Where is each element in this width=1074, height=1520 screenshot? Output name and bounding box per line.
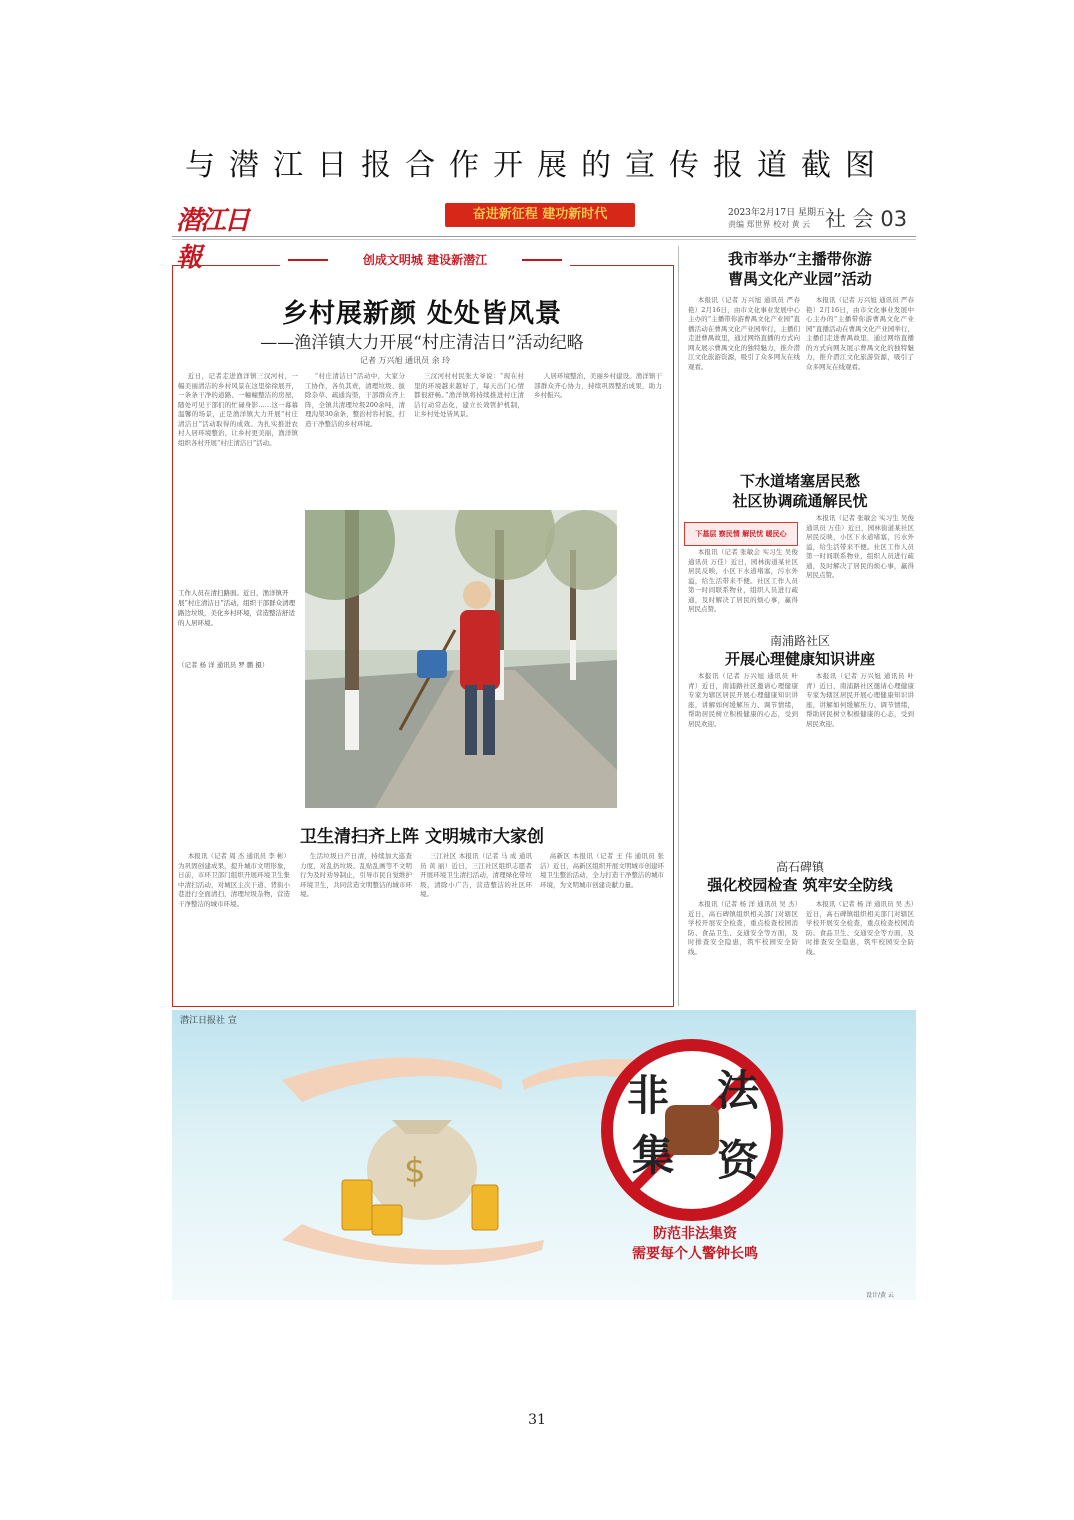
photo-credit: （记者 杨 洋 通讯员 罗 鹏 摄） bbox=[178, 661, 269, 669]
story2-body-cont: 本报讯（记者 张敏会 实习生 吴俊 通讯员 万佳）近日，园林街道某社区居民反映，小区下水道堵塞，污水外溢，给生活带来不便。社区工作人员第一时间联系物业，组织人员进行疏通，及时解决了居民的烦心事，赢得居民点赞。 bbox=[806, 514, 914, 579]
ad-slogan-2: 需要每个人警钟长鸣 bbox=[632, 1246, 758, 1262]
feature-title: 乡村展新颜 处处皆风景 bbox=[281, 299, 563, 329]
feature-col-5: 本报讯（记者 周 杰 通讯员 李 彬）为巩固创建成果，提升城市文明形象，日前，市环卫部门组织开展环境卫生集中清扫活动，对城区主次干道、背街小巷进行全面清扫，清理垃圾杂物，营造干净整洁的城市环境。 bbox=[178, 852, 290, 908]
page-heading: 与潜江日报合作开展的宣传报道截图 bbox=[185, 148, 889, 183]
story2-title-line1: 下水道堵塞居民愁 bbox=[739, 472, 860, 490]
header-rule bbox=[172, 236, 916, 237]
photo-illustration bbox=[305, 510, 617, 808]
ad-credit: 设计/黄 云 bbox=[866, 1292, 894, 1299]
feature-col-7: 三江社区 本报讯（记者 马 成 通讯员 黄 丽）近日，三江社区组织志愿者开展环境卫生清扫活动，清理绿化带垃圾，清除小广告，营造整洁的社区环境。 bbox=[420, 852, 532, 898]
story4-kicker: 高石碑镇 bbox=[775, 860, 824, 874]
column-divider bbox=[678, 246, 679, 1006]
feature-slogan: 创成文明城 建设新潜江 bbox=[280, 248, 570, 272]
header-banner: 奋进新征程 建功新时代 bbox=[445, 203, 635, 227]
seal-char-fei: 非 bbox=[627, 1071, 670, 1120]
feature-col-3: 三汊河村村民张大爷说：“现在村里的环境越来越好了，每天出门心情都很舒畅。”渔洋镇将持续推进村庄清洁行动常态化，建立长效管护机制，让乡村处处皆风景。 bbox=[414, 372, 524, 418]
page-number: 31 bbox=[528, 1412, 546, 1428]
feature-subtitle: ——渔洋镇大力开展“村庄清洁日”活动纪略 bbox=[260, 333, 584, 353]
story3-body-cont: 本报讯（记者 万兴旭 通讯员 叶 青）近日，南浦路社区邀请心理健康专家为辖区居民开展心理健康知识讲座，讲解如何缓解压力、调节情绪，帮助居民树立积极健康的心态，受到居民欢迎。 bbox=[806, 672, 914, 728]
seal-char-zi: 资 bbox=[717, 1136, 760, 1185]
header-rule-thin bbox=[172, 239, 916, 240]
ad-illustration bbox=[172, 1010, 916, 1300]
street-sweeping-photo bbox=[305, 510, 617, 808]
story3-body: 本报讯（记者 万兴旭 通讯员 叶 青）近日，南浦路社区邀请心理健康专家为辖区居民开展心理健康知识讲座，讲解如何缓解压力、调节情绪，帮助居民树立积极健康的心态，受到居民欢迎。 bbox=[688, 672, 798, 728]
story1-body-cont: 本报讯（记者 万兴旭 通讯员 严春艳）2月16日，由市文化事业发展中心主办的“主播带你游曹禺文化产业园”直播活动在曹禺文化产业园举行，主播们走进曹禺故里，通过网络直播的方式向网友展示曹禺文化的独特魅力，推介潜江文化旅游资源，吸引了众多网友在线观看。 bbox=[806, 296, 914, 371]
story1-title-line1: 我市举办“主播带你游 bbox=[728, 250, 872, 268]
feature-col-4: 人居环境整治，美丽乡村建设。渔洋镇干部群众齐心协力，持续巩固整治成果，助力乡村振兴。 bbox=[534, 372, 662, 399]
ad-slogan-1: 防范非法集资 bbox=[653, 1226, 737, 1242]
story1-body: 本报讯（记者 万兴旭 通讯员 严春艳）2月16日，由市文化事业发展中心主办的“主播带你游曹禺文化产业园”直播活动在曹禺文化产业园举行，主播们走进曹禺故里，通过网络直播的方式向网友展示曹禺文化的独特魅力，推介潜江文化旅游资源，吸引了众多网友在线观看。 bbox=[688, 296, 800, 371]
anti-fraud-ad bbox=[172, 1010, 916, 1300]
story2-body: 本报讯（记者 张敏会 实习生 吴俊 通讯员 万佳）近日，园林街道某社区居民反映，小区下水道堵塞，污水外溢，给生活带来不便。社区工作人员第一时间联系物业，组织人员进行疏通，及时解决了居民的烦心事，赢得居民点赞。 bbox=[688, 548, 798, 613]
issue-date: 2023年2月17日 星期五 bbox=[728, 208, 825, 218]
story3-kicker: 南浦路社区 bbox=[769, 634, 830, 648]
feature-col-2: “村庄清洁日”活动中，大家分工协作，各负其责，清理垃圾、拔除杂草、疏通沟渠，干部群众齐上阵，全镇共清理垃圾200余吨，清理沟渠30余条，整治村容村貌，打造干净整洁的乡村环境。 bbox=[305, 372, 405, 428]
seal-char-ji: 集 bbox=[632, 1131, 675, 1180]
story1-title-line2: 曹禺文化产业园”活动 bbox=[728, 270, 872, 288]
feature-col-8: 高新区 本报讯（记者 王 伟 通讯员 张 洁）近日，高新区组织开展文明城市创建环境卫生整治活动，全力打造干净整洁的城市环境，为文明城市创建贡献力量。 bbox=[540, 852, 664, 889]
story4-body: 本报讯（记者 杨 洋 通讯员 吴 杰）近日，高石碑镇组织相关部门对辖区学校开展安全检查，重点检查校园消防、食品卫生、交通安全等方面，及时排查安全隐患，筑牢校园安全防线。 bbox=[688, 900, 798, 956]
story3-title: 开展心理健康知识讲座 bbox=[724, 650, 875, 668]
secondary-headline: 卫生清扫齐上阵 文明城市大家创 bbox=[300, 827, 544, 847]
photo-caption: 工作人员在清扫路面。近日，渔洋镇开展“村庄清洁日”活动，组织干部群众清理路边垃圾，美化乡村环境，营造整洁舒适的人居环境。 bbox=[178, 589, 296, 627]
feature-byline: 记者 万兴旭 通讯员 余 玲 bbox=[360, 356, 451, 365]
seal-char-fa: 法 bbox=[717, 1066, 760, 1115]
story4-body-cont: 本报讯（记者 杨 洋 通讯员 吴 杰）近日，高石碑镇组织相关部门对辖区学校开展安全检查，重点检查校园消防、食品卫生、交通安全等方面，及时排查安全隐患，筑牢校园安全防线。 bbox=[806, 900, 914, 956]
feature-col-6: 生活垃圾日产日清，持续加大巡查力度，对乱扔垃圾、乱贴乱画等不文明行为及时劝导制止，引导市民自觉维护环境卫生，共同营造文明整洁的城市环境。 bbox=[300, 852, 412, 898]
issue-editors: 责编 郑世界 校对 黄 云 bbox=[728, 220, 811, 229]
story2-banner: 下基层 察民情 解民忧 暖民心 bbox=[684, 522, 798, 546]
ad-label: 潜江日报社 宣 bbox=[180, 1016, 237, 1026]
feature-col-1: 近日，记者走进渔洋镇三汊河村，一幅美丽清洁的乡村风景在这里徐徐展开，一条条干净的道路、一幢幢整洁的房屋，随处可见干部们的忙碌身影……这一幕幕温馨的场景，正是渔洋镇大力开展“村庄清洁日”活动取得的成效。为扎实推进农村人居环境整治，让乡村更美丽，渔洋镇组织各村开展“村庄清洁日”活动。 bbox=[178, 372, 298, 447]
newspaper-logo: 潜江日報 bbox=[176, 206, 249, 273]
story2-title-line2: 社区协调疏通解民忧 bbox=[732, 492, 868, 510]
story4-title: 强化校园检查 筑牢安全防线 bbox=[707, 876, 893, 894]
section-label: 社 会 03 bbox=[825, 207, 908, 231]
svg-text:$: $ bbox=[404, 1151, 426, 1191]
